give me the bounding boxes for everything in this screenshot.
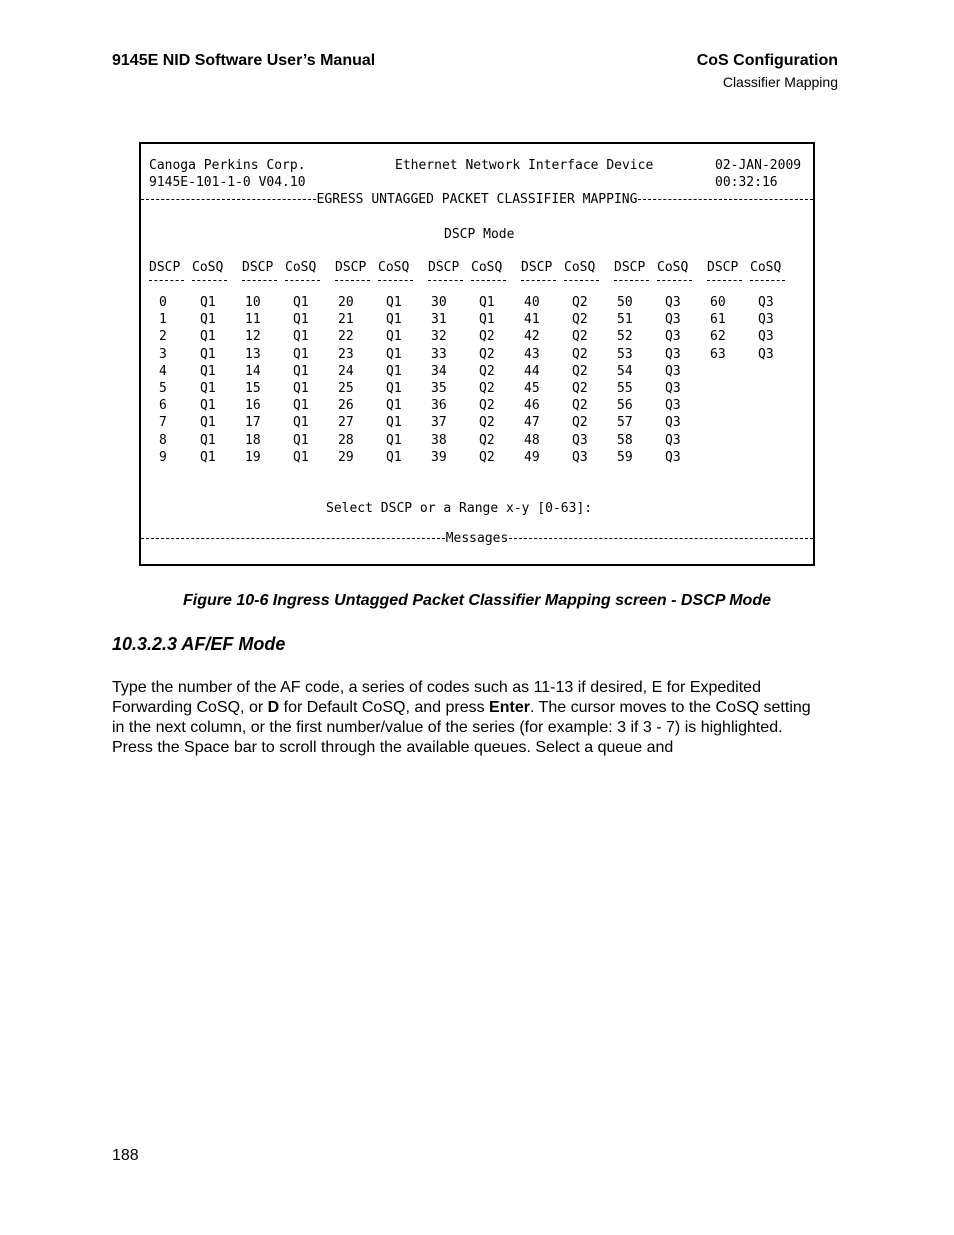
dscp-column-header: DSCP	[707, 260, 739, 275]
divider	[141, 199, 316, 200]
cosq-value[interactable]: Q2	[572, 295, 588, 310]
cosq-value[interactable]: Q2	[479, 415, 495, 431]
dscp-value: 1	[159, 312, 167, 328]
dscp-value: 24	[338, 363, 354, 379]
dscp-value: 36	[431, 398, 447, 414]
cosq-value[interactable]: Q3	[665, 312, 681, 328]
cosq-value[interactable]: Q3	[758, 329, 774, 345]
dscp-column-header: DSCP	[428, 260, 460, 275]
cosq-value[interactable]: Q2	[479, 432, 495, 448]
screen-title-bar	[141, 192, 813, 207]
cosq-value[interactable]: Q2	[479, 346, 495, 362]
cosq-column-header: CoSQ	[378, 260, 410, 275]
cosq-value[interactable]: Q1	[386, 432, 402, 448]
cosq-value[interactable]: Q3	[665, 346, 681, 362]
dscp-value: 14	[245, 363, 261, 379]
dscp-value: 52	[617, 329, 633, 345]
header-underline	[378, 280, 413, 281]
header-section-title: CoS Configuration	[696, 52, 838, 69]
cosq-value[interactable]: Q2	[572, 415, 588, 431]
header-underline	[335, 280, 370, 281]
header-manual-title: 9145E NID Software User’s Manual	[112, 52, 376, 69]
dscp-value: 10	[245, 295, 261, 310]
cosq-value[interactable]: Q3	[758, 295, 774, 310]
cosq-value[interactable]: Q1	[200, 346, 216, 362]
dscp-value: 46	[524, 398, 540, 414]
cosq-value[interactable]: Q1	[200, 449, 216, 465]
dscp-value: 38	[431, 432, 447, 448]
cosq-value[interactable]: Q3	[665, 432, 681, 448]
dscp-value: 33	[431, 346, 447, 362]
terminal-screen	[139, 142, 815, 566]
body-paragraph	[112, 678, 822, 758]
terminal-version: 9145E-101-1-0 V04.10	[149, 175, 306, 190]
cosq-value[interactable]: Q1	[386, 449, 402, 465]
dscp-value: 41	[524, 312, 540, 328]
cosq-value[interactable]: Q1	[293, 415, 309, 431]
dscp-value: 50	[617, 295, 633, 310]
cosq-value[interactable]: Q2	[479, 363, 495, 379]
screen-title: EGRESS UNTAGGED PACKET CLASSIFIER MAPPING	[316, 192, 638, 207]
cosq-value[interactable]: Q1	[386, 346, 402, 362]
cosq-column-header: CoSQ	[657, 260, 689, 275]
dscp-value: 63	[710, 346, 726, 362]
cosq-value[interactable]: Q2	[572, 398, 588, 414]
terminal-time: 00:32:16	[715, 175, 778, 190]
header-section-subtitle: Classifier Mapping	[722, 74, 838, 90]
dscp-value: 6	[159, 398, 167, 414]
cosq-value[interactable]: Q1	[386, 398, 402, 414]
cosq-value[interactable]: Q1	[293, 363, 309, 379]
header-underline	[428, 280, 463, 281]
dscp-value: 62	[710, 329, 726, 345]
dscp-value: 39	[431, 449, 447, 465]
cosq-value[interactable]: Q1	[200, 415, 216, 431]
dscp-value: 27	[338, 415, 354, 431]
header-underline	[614, 280, 649, 281]
cosq-value[interactable]: Q3	[572, 449, 588, 465]
header-underline	[192, 280, 227, 281]
dscp-value: 53	[617, 346, 633, 362]
header-underline	[521, 280, 556, 281]
header-underline	[285, 280, 320, 281]
dscp-column-header: DSCP	[242, 260, 274, 275]
dscp-value: 61	[710, 312, 726, 328]
cosq-value[interactable]: Q1	[293, 432, 309, 448]
header-underline	[149, 280, 184, 281]
cosq-value[interactable]: Q3	[665, 363, 681, 379]
cosq-value[interactable]: Q1	[386, 329, 402, 345]
dscp-value: 19	[245, 449, 261, 465]
cosq-value[interactable]: Q2	[572, 363, 588, 379]
header-underline	[750, 280, 785, 281]
dscp-value: 2	[159, 329, 167, 345]
dscp-value: 23	[338, 346, 354, 362]
dscp-column-header: DSCP	[149, 260, 181, 275]
dscp-column-header: DSCP	[521, 260, 553, 275]
terminal-date: 02-JAN-2009	[715, 158, 802, 173]
cosq-value[interactable]: Q3	[572, 432, 588, 448]
header-underline	[657, 280, 692, 281]
dscp-value: 22	[338, 329, 354, 345]
divider	[509, 538, 813, 539]
dscp-value: 29	[338, 449, 354, 465]
paragraph-text: Type the number of the AF code, a series of codes such as 11-13 if desired, E for Expedited Forwarding CoSQ, or	[112, 679, 761, 716]
dscp-value: 18	[245, 432, 261, 448]
paragraph-bold-key: Enter	[489, 699, 530, 716]
dscp-value: 28	[338, 432, 354, 448]
dscp-value: 40	[524, 295, 540, 310]
dscp-value: 45	[524, 381, 540, 396]
cosq-value[interactable]: Q3	[665, 398, 681, 414]
cosq-value[interactable]: Q1	[386, 415, 402, 431]
dscp-value: 56	[617, 398, 633, 414]
cosq-value[interactable]: Q3	[665, 449, 681, 465]
dscp-value: 51	[617, 312, 633, 328]
dscp-value: 57	[617, 415, 633, 431]
cosq-column-header: CoSQ	[192, 260, 224, 275]
cosq-value[interactable]: Q1	[386, 295, 402, 310]
dscp-select-prompt[interactable]: Select DSCP or a Range x-y [0-63]:	[326, 501, 593, 516]
figure-caption: Figure 10-6 Ingress Untagged Packet Classifier Mapping screen - DSCP Mode	[182, 592, 771, 609]
cosq-value[interactable]: Q1	[200, 312, 216, 328]
dscp-value: 4	[159, 363, 167, 379]
dscp-value: 44	[524, 363, 540, 379]
dscp-value: 20	[338, 295, 354, 310]
cosq-column-header: CoSQ	[564, 260, 596, 275]
dscp-value: 3	[159, 346, 167, 362]
dscp-value: 5	[159, 381, 167, 396]
cosq-value[interactable]: Q3	[665, 415, 681, 431]
dscp-value: 16	[245, 398, 261, 414]
dscp-value: 48	[524, 432, 540, 448]
divider	[638, 199, 813, 200]
cosq-value[interactable]: Q1	[479, 295, 495, 310]
dscp-value: 35	[431, 381, 447, 396]
cosq-value[interactable]: Q1	[293, 346, 309, 362]
messages-label: Messages	[445, 531, 509, 546]
cosq-value[interactable]: Q1	[200, 432, 216, 448]
dscp-value: 9	[159, 449, 167, 465]
cosq-value[interactable]: Q1	[200, 398, 216, 414]
dscp-value: 47	[524, 415, 540, 431]
dscp-value: 42	[524, 329, 540, 345]
cosq-value[interactable]: Q2	[572, 312, 588, 328]
cosq-value[interactable]: Q3	[665, 295, 681, 310]
dscp-value: 17	[245, 415, 261, 431]
mode-label: DSCP Mode	[444, 227, 515, 242]
cosq-value[interactable]: Q2	[479, 381, 495, 396]
dscp-value: 31	[431, 312, 447, 328]
dscp-value: 13	[245, 346, 261, 362]
terminal-device: Ethernet Network Interface Device	[395, 158, 654, 173]
cosq-value[interactable]: Q1	[386, 381, 402, 396]
dscp-value: 32	[431, 329, 447, 345]
dscp-value: 30	[431, 295, 447, 310]
cosq-value[interactable]: Q3	[665, 329, 681, 345]
dscp-column-header: DSCP	[614, 260, 646, 275]
cosq-value[interactable]: Q1	[293, 312, 309, 328]
dscp-value: 12	[245, 329, 261, 345]
cosq-value[interactable]: Q1	[293, 381, 309, 396]
dscp-value: 11	[245, 312, 261, 328]
dscp-column-header: DSCP	[335, 260, 367, 275]
cosq-value[interactable]: Q2	[479, 449, 495, 465]
dscp-value: 37	[431, 415, 447, 431]
header-underline	[707, 280, 742, 281]
cosq-value[interactable]: Q1	[386, 312, 402, 328]
cosq-value[interactable]: Q1	[200, 381, 216, 396]
header-underline	[242, 280, 277, 281]
dscp-value: 15	[245, 381, 261, 396]
cosq-value[interactable]: Q3	[758, 312, 774, 328]
cosq-value[interactable]: Q1	[293, 449, 309, 465]
cosq-value[interactable]: Q1	[293, 329, 309, 345]
cosq-value[interactable]: Q1	[479, 312, 495, 328]
cosq-value[interactable]: Q2	[479, 398, 495, 414]
dscp-value: 0	[159, 295, 167, 310]
cosq-value[interactable]: Q1	[293, 398, 309, 414]
paragraph-text: for Default CoSQ, and press	[279, 699, 490, 716]
dscp-value: 7	[159, 415, 167, 431]
dscp-value: 25	[338, 381, 354, 396]
header-underline	[564, 280, 599, 281]
cosq-value[interactable]: Q3	[665, 381, 681, 396]
cosq-value[interactable]: Q2	[572, 381, 588, 396]
dscp-value: 34	[431, 363, 447, 379]
cosq-column-header: CoSQ	[750, 260, 782, 275]
dscp-value: 58	[617, 432, 633, 448]
cosq-value[interactable]: Q1	[200, 363, 216, 379]
dscp-value: 60	[710, 295, 726, 310]
dscp-value: 26	[338, 398, 354, 414]
dscp-value: 54	[617, 363, 633, 379]
page-number: 188	[112, 1147, 139, 1164]
paragraph-bold-key: D	[267, 699, 280, 716]
cosq-column-header: CoSQ	[471, 260, 503, 275]
dscp-value: 49	[524, 449, 540, 465]
dscp-value: 8	[159, 432, 167, 448]
cosq-value[interactable]: Q1	[200, 329, 216, 345]
cosq-value[interactable]: Q1	[386, 363, 402, 379]
cosq-value[interactable]: Q1	[293, 295, 309, 310]
cosq-value[interactable]: Q1	[200, 295, 216, 310]
dscp-value: 55	[617, 381, 633, 396]
paragraph-text: . The cursor moves to the CoSQ setting in the next column, or the first number/value of the series (for example: 3 if 3 - 7) is highlighted. Press the Space bar to scroll through the available queues. Select a queue and	[112, 699, 811, 756]
messages-bar	[141, 531, 813, 546]
cosq-value[interactable]: Q2	[572, 329, 588, 345]
divider	[141, 538, 445, 539]
cosq-column-header: CoSQ	[285, 260, 317, 275]
cosq-value[interactable]: Q3	[758, 346, 774, 362]
cosq-value[interactable]: Q2	[479, 329, 495, 345]
dscp-value: 59	[617, 449, 633, 465]
header-underline	[471, 280, 506, 281]
dscp-value: 43	[524, 346, 540, 362]
dscp-value: 21	[338, 312, 354, 328]
section-heading: 10.3.2.3 AF/EF Mode	[112, 634, 286, 654]
cosq-value[interactable]: Q2	[572, 346, 588, 362]
terminal-company: Canoga Perkins Corp.	[149, 158, 306, 173]
